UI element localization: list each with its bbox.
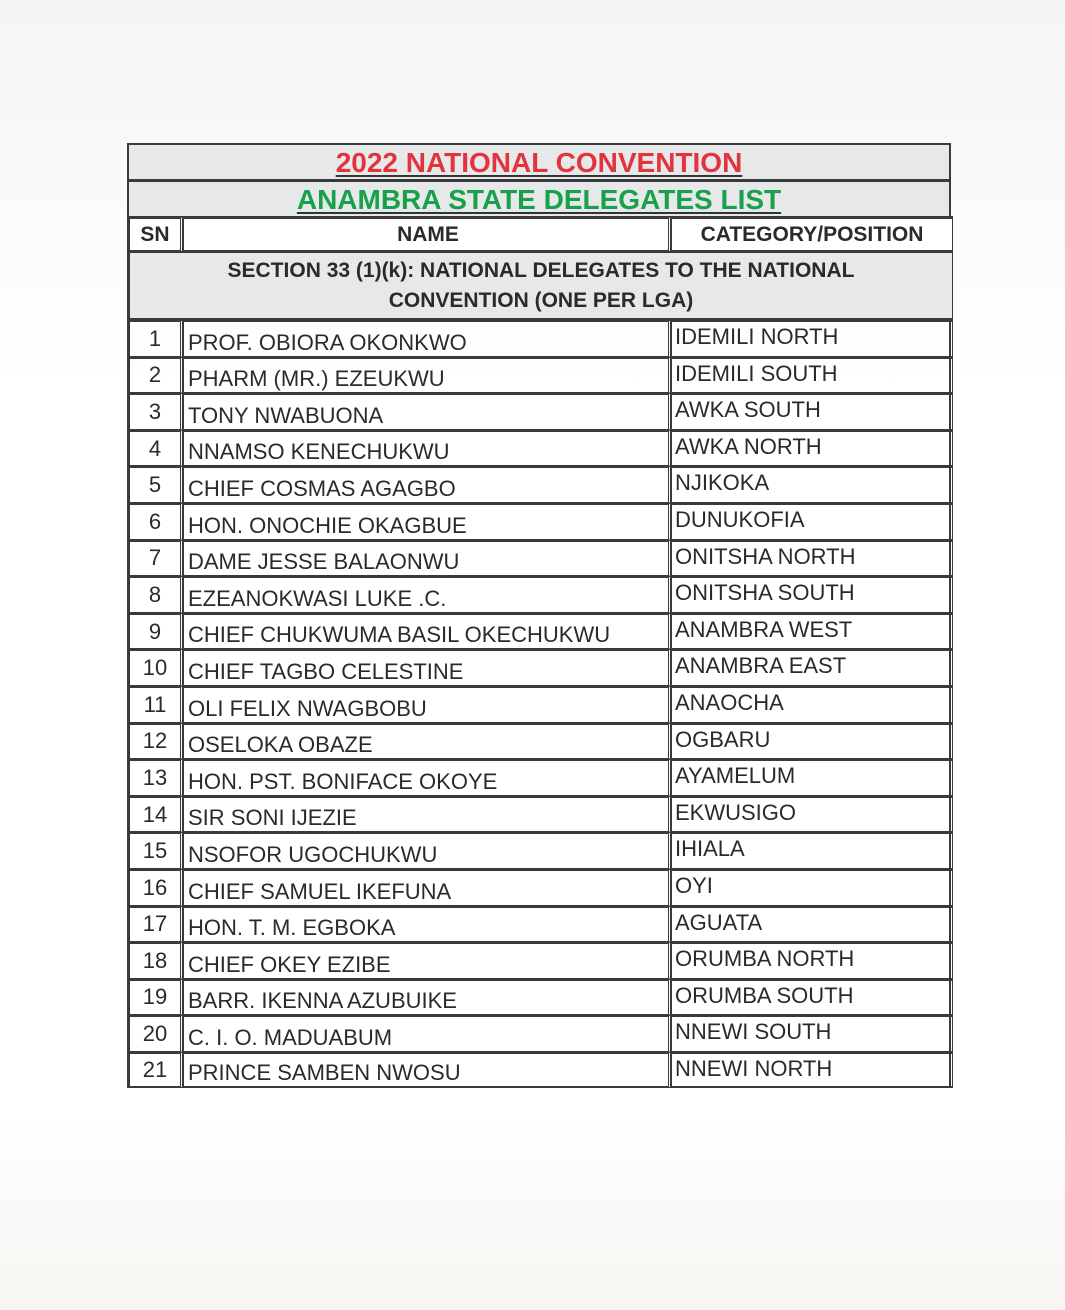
category-cell: ANAMBRA EAST xyxy=(671,649,953,686)
sn-cell: 18 xyxy=(129,942,183,979)
category-cell: AWKA NORTH xyxy=(671,430,953,467)
sn-cell: 7 xyxy=(129,540,183,577)
table-row xyxy=(129,906,953,943)
column-header-sn: SN xyxy=(129,216,183,252)
table-row xyxy=(129,942,953,979)
table-row xyxy=(129,1052,953,1089)
name-cell: EZEANOKWASI LUKE .C. xyxy=(183,576,671,613)
table-row xyxy=(129,357,953,394)
category-cell: NNEWI SOUTH xyxy=(671,1015,953,1052)
name-cell: OLI FELIX NWAGBOBU xyxy=(183,686,671,723)
sn-cell: 3 xyxy=(129,393,183,430)
sn-cell: 9 xyxy=(129,613,183,650)
sn-cell: 1 xyxy=(129,320,183,357)
delegates-document xyxy=(127,143,951,1088)
name-cell: NNAMSO KENECHUKWU xyxy=(183,430,671,467)
category-cell: AGUATA xyxy=(671,906,953,943)
sn-cell: 10 xyxy=(129,649,183,686)
category-cell: ORUMBA NORTH xyxy=(671,942,953,979)
name-cell: CHIEF SAMUEL IKEFUNA xyxy=(183,869,671,906)
sn-cell: 12 xyxy=(129,723,183,760)
category-cell: EKWUSIGO xyxy=(671,796,953,833)
sn-cell: 11 xyxy=(129,686,183,723)
sn-cell: 17 xyxy=(129,906,183,943)
delegates-table xyxy=(129,216,953,1088)
name-cell: OSELOKA OBAZE xyxy=(183,723,671,760)
table-row xyxy=(129,1015,953,1052)
section-heading-row xyxy=(129,252,953,320)
sn-cell: 6 xyxy=(129,503,183,540)
name-cell: DAME JESSE BALAONWU xyxy=(183,540,671,577)
sn-cell: 8 xyxy=(129,576,183,613)
category-cell: IDEMILI SOUTH xyxy=(671,357,953,394)
sn-cell: 14 xyxy=(129,796,183,833)
table-row xyxy=(129,503,953,540)
name-cell: CHIEF COSMAS AGAGBO xyxy=(183,466,671,503)
subtitle-row xyxy=(127,179,951,216)
name-cell: CHIEF CHUKWUMA BASIL OKECHUKWU xyxy=(183,613,671,650)
name-cell: TONY NWABUONA xyxy=(183,393,671,430)
category-cell: DUNUKOFIA xyxy=(671,503,953,540)
document-title: 2022 NATIONAL CONVENTION xyxy=(335,147,743,178)
table-wrapper xyxy=(127,216,951,1088)
category-cell: OYI xyxy=(671,869,953,906)
category-cell: ANAOCHA xyxy=(671,686,953,723)
table-row xyxy=(129,430,953,467)
category-cell: ONITSHA SOUTH xyxy=(671,576,953,613)
table-row xyxy=(129,979,953,1016)
name-cell: PROF. OBIORA OKONKWO xyxy=(183,320,671,357)
table-row xyxy=(129,466,953,503)
category-cell: OGBARU xyxy=(671,723,953,760)
sn-cell: 21 xyxy=(129,1052,183,1089)
name-cell: C. I. O. MADUABUM xyxy=(183,1015,671,1052)
name-cell: PRINCE SAMBEN NWOSU xyxy=(183,1052,671,1089)
sn-cell: 4 xyxy=(129,430,183,467)
table-row xyxy=(129,869,953,906)
name-cell: SIR SONI IJEZIE xyxy=(183,796,671,833)
name-cell: HON. PST. BONIFACE OKOYE xyxy=(183,759,671,796)
name-cell: BARR. IKENNA AZUBUIKE xyxy=(183,979,671,1016)
sn-cell: 16 xyxy=(129,869,183,906)
document-subtitle: ANAMBRA STATE DELEGATES LIST xyxy=(296,184,782,215)
category-cell: NJIKOKA xyxy=(671,466,953,503)
sn-cell: 19 xyxy=(129,979,183,1016)
category-cell: ANAMBRA WEST xyxy=(671,613,953,650)
sn-cell: 5 xyxy=(129,466,183,503)
category-cell: AWKA SOUTH xyxy=(671,393,953,430)
name-cell: NSOFOR UGOCHUKWU xyxy=(183,832,671,869)
category-cell: ORUMBA SOUTH xyxy=(671,979,953,1016)
name-cell: CHIEF TAGBO CELESTINE xyxy=(183,649,671,686)
category-cell: IHIALA xyxy=(671,832,953,869)
category-cell: NNEWI NORTH xyxy=(671,1052,953,1089)
table-row xyxy=(129,686,953,723)
table-row xyxy=(129,649,953,686)
column-header-name: NAME xyxy=(183,216,671,252)
section-heading xyxy=(129,252,953,320)
sn-cell: 15 xyxy=(129,832,183,869)
category-cell: AYAMELUM xyxy=(671,759,953,796)
section-heading-text: SECTION 33 (1)(k): NATIONAL DELEGATES TO THE NATIONAL CONVENTION (ONE PER LGA) xyxy=(227,258,855,312)
table-header-row xyxy=(129,216,953,252)
table-row xyxy=(129,759,953,796)
name-cell: HON. T. M. EGBOKA xyxy=(183,906,671,943)
name-cell: CHIEF OKEY EZIBE xyxy=(183,942,671,979)
table-row xyxy=(129,393,953,430)
name-cell: PHARM (MR.) EZEUKWU xyxy=(183,357,671,394)
category-cell: ONITSHA NORTH xyxy=(671,540,953,577)
table-row xyxy=(129,613,953,650)
name-cell: HON. ONOCHIE OKAGBUE xyxy=(183,503,671,540)
category-cell: IDEMILI NORTH xyxy=(671,320,953,357)
table-row xyxy=(129,540,953,577)
table-row xyxy=(129,832,953,869)
table-row xyxy=(129,576,953,613)
sn-cell: 13 xyxy=(129,759,183,796)
table-row xyxy=(129,723,953,760)
title-row xyxy=(127,143,951,179)
table-row xyxy=(129,796,953,833)
table-row xyxy=(129,320,953,357)
sn-cell: 2 xyxy=(129,357,183,394)
column-header-category: CATEGORY/POSITION xyxy=(671,216,953,252)
sn-cell: 20 xyxy=(129,1015,183,1052)
